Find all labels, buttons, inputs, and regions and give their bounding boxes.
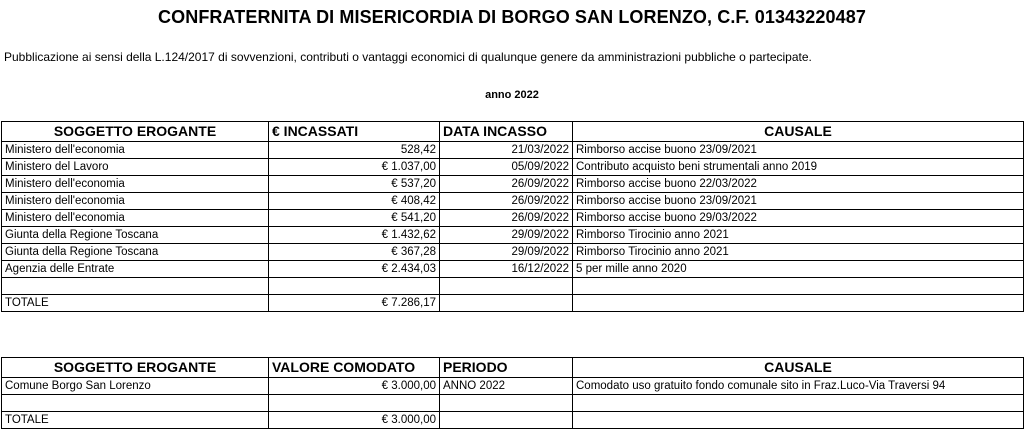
cell-importo: € 541,20 — [269, 210, 440, 227]
table-row — [2, 378, 1024, 395]
empty-cell — [440, 278, 573, 295]
header-causale: CAUSALE — [573, 358, 1024, 378]
header-incassati: € INCASSATI — [269, 122, 440, 142]
table-row — [2, 193, 1024, 210]
header-soggetto-erogante: SOGGETTO EROGANTE — [2, 122, 269, 142]
cell-soggetto: Ministero dell'economia — [2, 210, 269, 227]
table-header-row — [2, 122, 1024, 142]
empty-cell — [573, 278, 1024, 295]
document-subtitle: Pubblicazione ai sensi della L.124/2017 di sovvenzioni, contributi o vantaggi economici di qualunque genere da amministrazioni pubbliche o partecipate. — [4, 50, 812, 64]
cell-soggetto: Ministero del Lavoro — [2, 159, 269, 176]
year-label: anno 2022 — [485, 89, 539, 101]
cell-causale: Rimborso accise buono 29/03/2022 — [573, 210, 1024, 227]
cell-causale: Comodato uso gratuito fondo comunale sito in Fraz.Luco-Via Traversi 94 — [573, 378, 1024, 395]
cell-data: 26/09/2022 — [440, 210, 573, 227]
table-row — [2, 142, 1024, 159]
empty-cell — [269, 278, 440, 295]
cell-importo: € 1.432,62 — [269, 227, 440, 244]
header-soggetto-erogante: SOGGETTO EROGANTE — [2, 358, 269, 378]
cell-soggetto: Ministero dell'economia — [2, 142, 269, 159]
empty-row — [2, 278, 1024, 295]
cell-importo: € 408,42 — [269, 193, 440, 210]
cell-soggetto: Ministero dell'economia — [2, 193, 269, 210]
table-row — [2, 244, 1024, 261]
total-row — [2, 295, 1024, 312]
header-valore-comodato: VALORE COMODATO — [269, 358, 440, 378]
contributions-table — [1, 121, 1024, 312]
empty-cell — [2, 278, 269, 295]
cell-causale: Contributo acquisto beni strumentali anno 2019 — [573, 159, 1024, 176]
cell-soggetto: Giunta della Regione Toscana — [2, 227, 269, 244]
cell-importo: € 1.037,00 — [269, 159, 440, 176]
total-row — [2, 412, 1024, 429]
cell-causale: Rimborso accise buono 23/09/2021 — [573, 142, 1024, 159]
cell-soggetto: Agenzia delle Entrate — [2, 261, 269, 278]
empty-cell — [440, 395, 573, 412]
cell-causale: Rimborso accise buono 22/03/2022 — [573, 176, 1024, 193]
table-row — [2, 227, 1024, 244]
cell-data: 16/12/2022 — [440, 261, 573, 278]
empty-cell — [269, 395, 440, 412]
cell-importo: € 367,28 — [269, 244, 440, 261]
loans-table — [1, 357, 1024, 429]
cell-importo: 528,42 — [269, 142, 440, 159]
document-title: CONFRATERNITA DI MISERICORDIA DI BORGO SAN LORENZO, C.F. 01343220487 — [158, 7, 866, 27]
cell-soggetto: Comune Borgo San Lorenzo — [2, 378, 269, 395]
table-header-row — [2, 358, 1024, 378]
cell-soggetto: Giunta della Regione Toscana — [2, 244, 269, 261]
cell-data: 21/03/2022 — [440, 142, 573, 159]
cell-importo: € 2.434,03 — [269, 261, 440, 278]
empty-cell — [440, 295, 573, 312]
empty-cell — [573, 295, 1024, 312]
table-row — [2, 176, 1024, 193]
cell-data: 05/09/2022 — [440, 159, 573, 176]
cell-data: 29/09/2022 — [440, 244, 573, 261]
total-value: € 7.286,17 — [269, 295, 440, 312]
table-row — [2, 261, 1024, 278]
empty-row — [2, 395, 1024, 412]
total-label: TOTALE — [2, 412, 269, 429]
table-row — [2, 159, 1024, 176]
header-periodo: PERIODO — [440, 358, 573, 378]
empty-cell — [573, 412, 1024, 429]
cell-soggetto: Ministero dell'economia — [2, 176, 269, 193]
cell-periodo: ANNO 2022 — [440, 378, 573, 395]
cell-causale: Rimborso Tirocinio anno 2021 — [573, 227, 1024, 244]
cell-data: 26/09/2022 — [440, 193, 573, 210]
cell-data: 29/09/2022 — [440, 227, 573, 244]
empty-cell — [440, 412, 573, 429]
cell-data: 26/09/2022 — [440, 176, 573, 193]
cell-causale: Rimborso accise buono 23/09/2021 — [573, 193, 1024, 210]
header-causale: CAUSALE — [573, 122, 1024, 142]
total-value: € 3.000,00 — [269, 412, 440, 429]
cell-importo: € 537,20 — [269, 176, 440, 193]
table-row — [2, 210, 1024, 227]
empty-cell — [2, 395, 269, 412]
cell-causale: 5 per mille anno 2020 — [573, 261, 1024, 278]
header-data-incasso: DATA INCASSO — [440, 122, 573, 142]
cell-valore: € 3.000,00 — [269, 378, 440, 395]
empty-cell — [573, 395, 1024, 412]
cell-causale: Rimborso Tirocinio anno 2021 — [573, 244, 1024, 261]
total-label: TOTALE — [2, 295, 269, 312]
